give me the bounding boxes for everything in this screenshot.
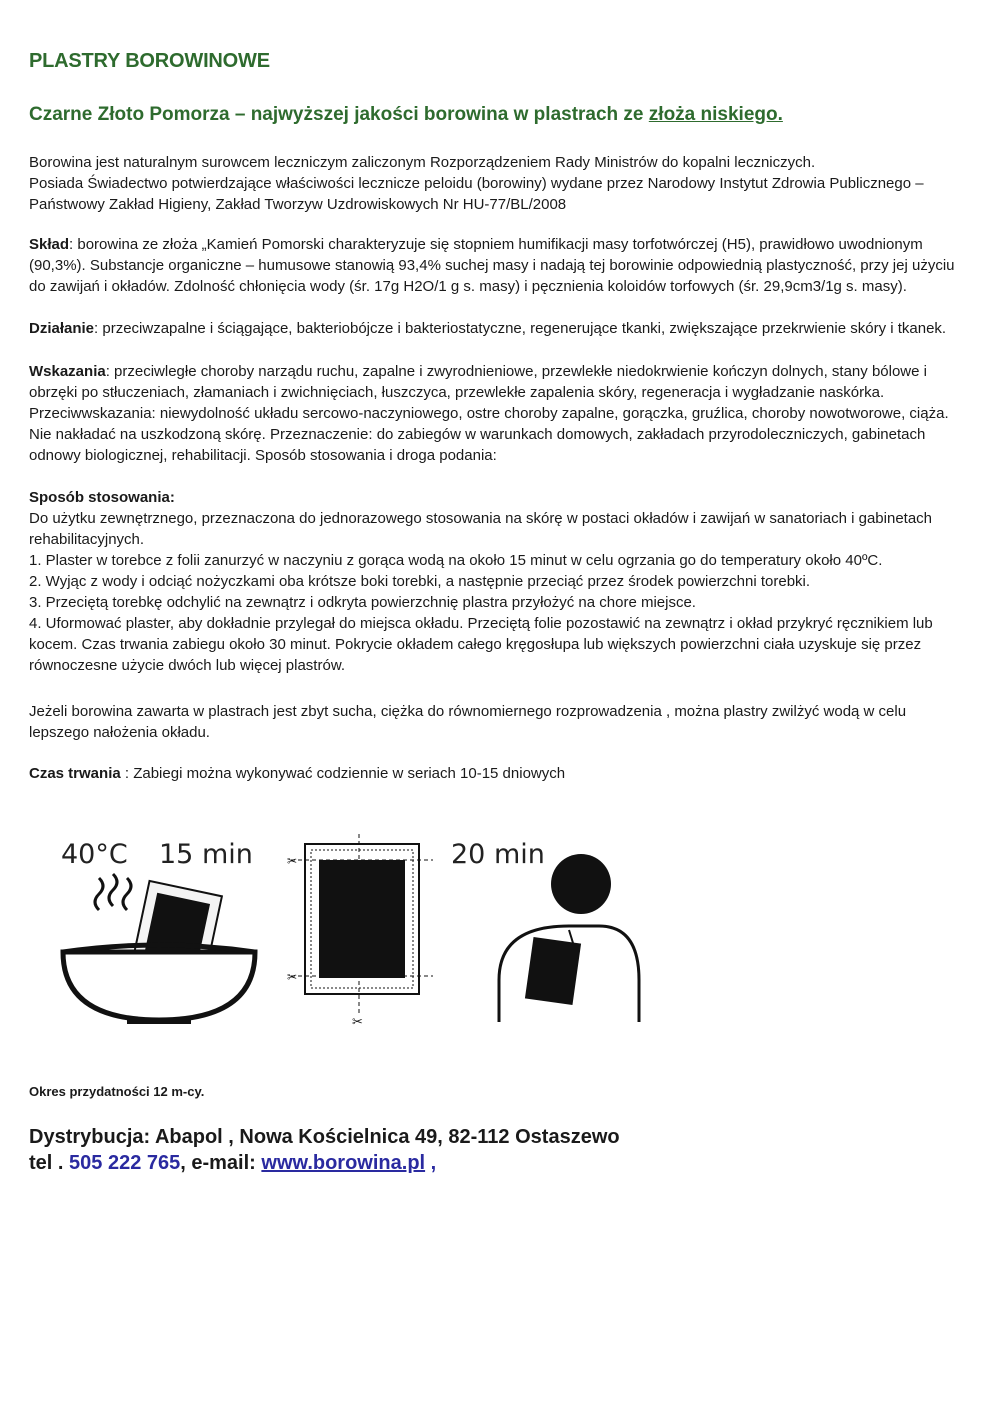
dzialanie-text: : przeciwzapalne i ściągające, bakteriobójcze i bakteriostatyczne, regenerujące tkanki, zwiększające przekrwienie skóry i tkanek. (94, 320, 947, 337)
wskazania-paragraph (29, 361, 964, 466)
scissors-cut-patch-icon (287, 834, 433, 1030)
subtitle-text: Czarne Złoto Pomorza – najwyższej jakości borowina w plastrach ze (29, 104, 649, 125)
subtitle-link[interactable]: złoża niskiego. (648, 104, 783, 125)
sklad-label: Skład (29, 236, 70, 253)
sposob-step-4: 4. Uformować plaster, aby dokładnie przylegał do miejsca okładu. Przeciętą folie pozostawić na zewnątrz i okład przykryć ręcznikiem lub kocem. Czas trwania zabiegu około 30 minut. Pokrycie okładem całego kręgosłupa lub większych powierzchni ciała uzyskuje się przez równoczesne użycie dwóch lub więcej plastrów. (29, 615, 933, 674)
intro-line-1: Borowina jest naturalnym surowcem leczniczym zaliczonym Rozporządzeniem Rady Ministrów do kopalni leczniczych. (29, 154, 816, 171)
dzialanie-paragraph (29, 318, 964, 339)
sposob-step-2: 2. Wyjąc z wody i odciąć nożyczkami oba krótsze boki torebki, a następnie przeciąć przez środek powierzchni torebki. (29, 573, 811, 590)
sposob-intro: Do użytku zewnętrznego, przeznaczona do jednorazowego stosowania na skórę w postaci okładów i zawijań w sanatoriach i gabinetach rehabilitacyjnych. (29, 510, 933, 548)
svg-text:✂: ✂ (287, 970, 298, 984)
sposob-step-1: 1. Plaster w torebce z folii zanurzyć w naczyniu z gorąca wodą na około 15 minut w celu ogrzania go do temperatury około 40ºC. (29, 552, 883, 569)
wskazania-line-1 (29, 361, 964, 403)
time1-label: 15 min (159, 839, 253, 870)
illustration-svg (29, 830, 649, 1030)
intro-line-2: Posiada Świadectwo potwierdzające właściwości lecznicze peloidu (borowiny) wydane przez Narodowy Instytut Zdrowia Publicznego – Państwowy Zakład Higieny, Zakład Tworzyw Uzdrowiskowych Nr HU-77/BL/2008 (29, 175, 924, 213)
sposob-label: Sposób stosowania: (29, 489, 175, 506)
svg-text:✂: ✂ (352, 1015, 363, 1030)
przeciwwskazania-line: Przeciwwskazania: niewydolność układu sercowo-naczyniowego, ostre choroby zapalne, gorączka, gruźlica, choroby nowotworowe, ciąża. (29, 405, 949, 422)
wskazania-label: Wskazania (29, 363, 106, 380)
sklad-text: : borowina ze złoża „Kamień Pomorski charakteryzuje się stopniem humifikacji masy torfotwórczej (H5), prawidłowo uwodnionym (90,3%). Substancje organiczne – humusowe stanowią 93,4% suchej masy i nadają tej borowinie odpowiednią plastyczność, przy jej użyciu do zawijań i okładów. Zdolność chłonięcia wody (śr. 17g H2O/1 g s. masy) i pęcznienia koloidów torfowych (śr. 29,9cm3/1g s. masy). (29, 236, 955, 295)
intro-paragraph (29, 152, 964, 215)
czas-paragraph (29, 763, 964, 784)
distribution-line: Dystrybucja: Abapol , Nowa Kościelnica 49, 82-112 Ostaszewo (29, 1126, 620, 1148)
okres-note: Okres przydatności 12 m-cy. (29, 1084, 205, 1099)
bowl-with-patch-icon (63, 874, 255, 1024)
czas-label: Czas trwania (29, 765, 121, 782)
przeznaczenie-line: Nie nakładać na uszkodzoną skórę. Przeznaczenie: do zabiegów w warunkach domowych, zakładach przyrodoleczniczych, gabinetach odnowy biologicznej, rehabilitacji. Sposób stosowania i droga podania: (29, 426, 926, 464)
czas-text: : Zabiegi można wykonywać codziennie w seriach 10-15 dniowych (120, 765, 566, 782)
svg-text:✂: ✂ (287, 854, 298, 868)
website-link[interactable]: www.borowina.pl (261, 1152, 426, 1174)
sklad-paragraph (29, 234, 964, 297)
jezeli-paragraph: Jeżeli borowina zawarta w plastrach jest zbyt sucha, ciężka do równomiernego rozprowadzenia , można plastry zwilżyć wodą w celu lepszego nałożenia okładu. (29, 703, 907, 741)
page-title: PLASTRY BOROWINOWE (29, 50, 270, 72)
email-label: , e-mail: (180, 1152, 262, 1174)
page-subtitle (29, 104, 783, 126)
time2-label: 20 min (451, 839, 545, 870)
contact-line (29, 1150, 620, 1176)
sposob-step-3: 3. Przeciętą torebkę odchylić na zewnątrz i odkryta powierzchnię plastra przyłożyć na chore miejsce. (29, 594, 696, 611)
tel-label: tel . (29, 1152, 70, 1174)
person-with-patch-icon (499, 854, 639, 1022)
temp-label: 40°C (61, 839, 128, 870)
wskazania-text: : przeciwległe choroby narządu ruchu, zapalne i zwyrodnieniowe, przewlekłe niedokrwienie kończyn dolnych, stany bólowe i obrzęki po stłuczeniach, złamaniach i zwichnięciach, łuszczyca, przewlekłe zapalenia skóry, regeneracja i wygładzanie naskórka. (29, 363, 927, 401)
dzialanie-label: Działanie (29, 320, 95, 337)
contact-trail: , (425, 1152, 437, 1174)
sposob-paragraph (29, 487, 964, 676)
instructions-illustration (29, 830, 649, 1030)
phone-number[interactable]: 505 222 765 (69, 1152, 181, 1174)
distribution-block (29, 1124, 620, 1176)
